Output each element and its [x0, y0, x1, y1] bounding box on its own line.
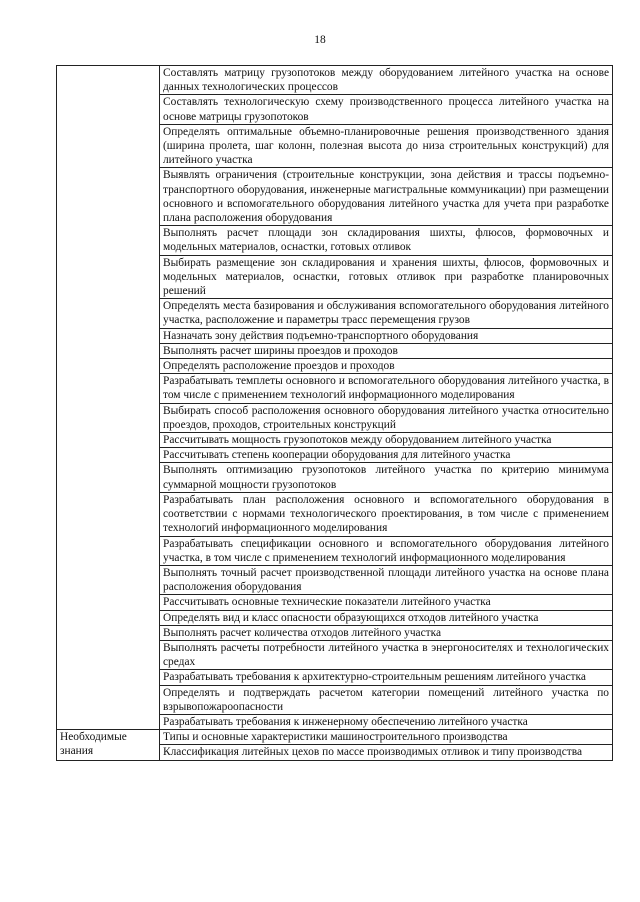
requirement-cell: [160, 226, 613, 255]
requirement-text: Составлять матрицу грузопотоков между оборудованием литейного участка на основе данных технологических процессов: [163, 67, 609, 94]
requirement-text: Выполнять расчеты потребности литейного участка в энергоносителях и технологических средах: [163, 641, 609, 669]
requirement-cell: [160, 745, 613, 760]
requirement-cell: [160, 124, 613, 168]
requirement-text: Определять расположение проездов и проходов: [163, 360, 395, 373]
requirement-text: Выполнять расчет количества отходов литейного участка: [163, 626, 442, 639]
requirement-cell: [160, 536, 613, 565]
requirement-cell: [160, 95, 613, 124]
requirement-text: Определять вид и класс опасности образующихся отходов литейного участка: [163, 611, 539, 624]
requirement-cell: [160, 463, 613, 492]
requirement-cell: [160, 433, 613, 448]
section-label-cell: [57, 66, 160, 730]
requirement-text: Классификация литейных цехов по массе производимых отливок и типу производства: [163, 746, 583, 759]
requirement-text: Выполнять оптимизацию грузопотоков литейного участка по критерию минимума суммарной мощности грузопотоков: [163, 464, 609, 491]
requirement-cell: [160, 359, 613, 374]
requirement-text: Выбирать размещение зон складирования и хранения шихты, флюсов, формовочных и модельных материалов, оснастки, готовых отливок при разработке планировочных решений: [163, 256, 609, 298]
requirements-table: [56, 65, 613, 761]
requirement-cell: [160, 343, 613, 358]
requirement-cell: [160, 403, 613, 432]
requirement-text: Разрабатывать план расположения основного и вспомогательного оборудования в соответствии с нормами технологического проектирования, в том числе с применением технологий информационного моделирования: [163, 493, 609, 535]
requirement-cell: [160, 374, 613, 403]
section-label-cell: [57, 730, 160, 760]
requirement-cell: [160, 685, 613, 714]
requirement-cell: [160, 670, 613, 685]
requirement-text: Определять и подтверждать расчетом категории помещений литейного участка по взрывопожароопасности: [163, 686, 609, 713]
requirement-cell: [160, 625, 613, 640]
table-row: [57, 730, 613, 745]
table-row: [57, 66, 613, 95]
requirement-cell: [160, 492, 613, 536]
requirement-cell: [160, 66, 613, 95]
section-label: Необходимые знания: [60, 731, 127, 758]
requirement-text: Типы и основные характеристики машиностроительного производства: [163, 731, 508, 744]
requirement-text: Выбирать способ расположения основного оборудования литейного участка относительно проездов, проходов, строительных конструкций: [163, 404, 609, 431]
requirement-cell: [160, 565, 613, 594]
requirement-text: Составлять технологическую схему производственного процесса литейного участка на основе матрицы грузопотоков: [163, 96, 609, 123]
requirement-cell: [160, 610, 613, 625]
requirement-cell: [160, 448, 613, 463]
requirement-text: Определять оптимальные объемно-планировочные решения производственного здания (ширина пролета, шаг колонн, полезная высота до низа строительных конструкций) для литейного участка: [163, 125, 609, 167]
page-number: 18: [314, 34, 326, 46]
requirement-text: Выполнять точный расчет производственной площади литейного участка на основе плана расположения оборудования: [163, 566, 609, 594]
requirement-text: Рассчитывать основные технические показатели литейного участка: [163, 596, 491, 609]
requirement-cell: [160, 255, 613, 299]
requirement-text: Разрабатывать спецификации основного и вспомогательного оборудования литейного участка, в том числе с применением технологий информационного моделирования: [163, 537, 609, 564]
requirement-text: Назначать зону действия подъемно-транспортного оборудования: [163, 329, 479, 342]
requirement-text: Разрабатывать требования к архитектурно-строительным решениям литейного участка: [163, 671, 586, 684]
requirement-cell: [160, 299, 613, 328]
requirement-text: Разрабатывать требования к инженерному обеспечению литейного участка: [163, 715, 528, 728]
requirement-text: Выполнять расчет ширины проездов и проходов: [163, 344, 398, 357]
requirement-cell: [160, 714, 613, 729]
requirement-cell: [160, 595, 613, 610]
requirement-text: Рассчитывать степень кооперации оборудования для литейного участка: [163, 449, 511, 462]
requirement-text: Выполнять расчет площади зон складирования шихты, флюсов, формовочных и модельных материалов, оснастки, готовых отливок: [163, 227, 609, 254]
requirement-text: Определять места базирования и обслуживания вспомогательного оборудования литейного участка, расположение и параметры трасс перемещения грузов: [163, 300, 609, 327]
requirement-text: Рассчитывать мощность грузопотоков между оборудованием литейного участка: [163, 434, 552, 447]
requirement-text: Разрабатывать темплеты основного и вспомогательного оборудования литейного участка, в том числе с применением технологий информационного моделирования: [163, 375, 609, 402]
requirement-cell: [160, 168, 613, 226]
requirement-cell: [160, 640, 613, 669]
requirement-text: Выявлять ограничения (строительные конструкции, зона действия и трассы подъемно-транспортного оборудования, инженерные магистральные коммуникации) при размещении основного и вспомогательного оборудования литейного участка для учета при разработке плана расположения оборудования: [163, 169, 609, 225]
requirement-cell: [160, 328, 613, 343]
requirement-cell: [160, 730, 613, 745]
